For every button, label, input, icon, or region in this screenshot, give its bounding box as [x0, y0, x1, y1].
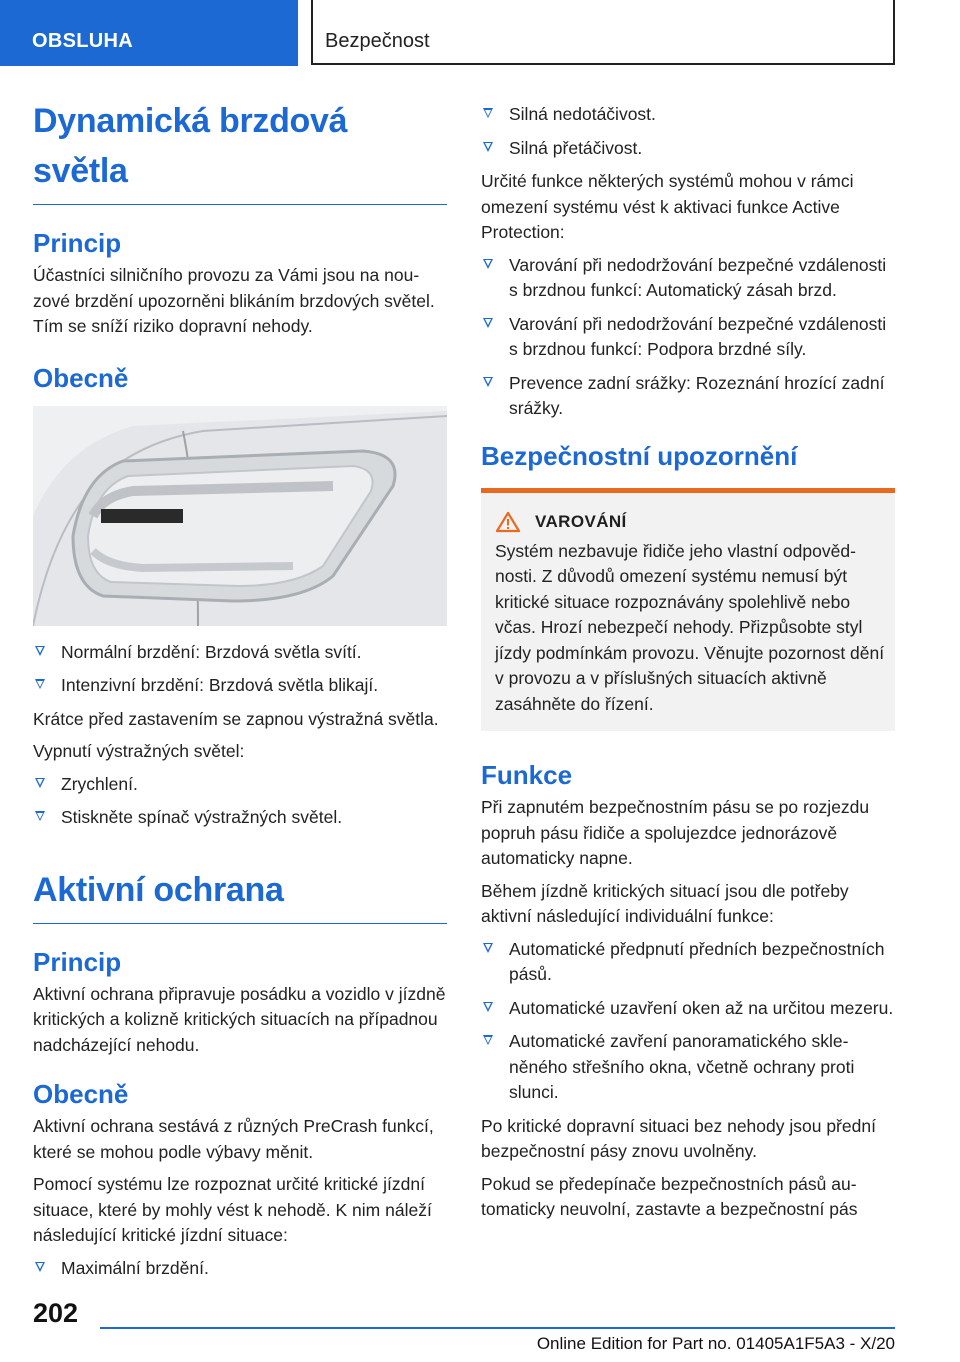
list-item: Silná nedotáčivost. — [481, 102, 895, 128]
paragraph: Při zapnutém bezpečnostním pásu se po rozjezdu popruh pásu řidiče a spolujezdce jednorázově automaticky napne. — [481, 797, 870, 868]
page-header — [0, 0, 960, 66]
header-title: Bezpečnost — [325, 30, 430, 52]
list-item: Varování při nedodržování bezpečné vzdálenosti s brzdnou funkcí: Podpora brzdné síly. — [481, 312, 895, 363]
paragraph: Aktivní ochrana sestává z různých PreCrash funkcí, které se mohou podle výbavy měnit. — [33, 1116, 434, 1162]
paragraph: Určité funkce některých systémů mohou v rámci omezení systému vést k aktivaci funkce Active Protection: — [481, 171, 854, 242]
bullet-list-d — [481, 102, 895, 161]
paragraph: Po kritické dopravní situaci bez nehody jsou přední bezpečnostní pásy znovu uvolněny. — [481, 1115, 876, 1161]
paragraph: Pokud se předepínače bezpečnostních pásů automaticky neuvolní, zastavte a bezpečnostní pás — [481, 1173, 858, 1219]
bullet-list-c — [33, 1256, 447, 1282]
list-item: Maximální brzdění. — [33, 1256, 447, 1282]
warning-label: VAROVÁNÍ — [535, 511, 627, 531]
triangle-bullet-icon — [483, 377, 493, 387]
left-column — [33, 96, 447, 1289]
list-item: Automatické uzavření oken až na určitou mezeru. — [481, 996, 895, 1022]
heading-princip-a: Princip — [33, 228, 122, 258]
page-number: 202 — [33, 1298, 79, 1328]
heading-active-protection: Aktivní ochrana — [33, 865, 447, 924]
list-item: Stiskněte spínač výstražných světel. — [33, 805, 447, 831]
paragraph: Pomocí systému lze rozpoznat určité kritické jízdní situace, které by mohly vést k nehodě. K nim náleží následující kritické jízdní situace: — [33, 1174, 432, 1245]
heading-princip-b: Princip — [33, 946, 122, 977]
bullet-list-f — [481, 937, 895, 1106]
section-tab: OBSLUHA — [0, 0, 298, 66]
heading-dynamic-brake-lights: Dynamická brzdová světla — [33, 96, 447, 205]
header-divider-right — [893, 0, 895, 64]
triangle-bullet-icon — [35, 1262, 45, 1272]
bullet-list-b — [33, 772, 447, 831]
heading-safety-notes: Bezpečnostní upozornění — [481, 440, 798, 471]
footer-line — [100, 1327, 895, 1329]
tail-light-illustration — [33, 406, 447, 626]
princip-b-text: Aktivní ochrana připravuje posádku a vozidlo v jízdně kritických a kolizně kritických situacích na případnou nadcházející nehodu. — [33, 983, 446, 1055]
heading-funkce: Funkce — [481, 760, 573, 790]
triangle-bullet-icon — [483, 108, 493, 118]
footer-edition-text: Online Edition for Part no. 01405A1F5A3 - X/20 — [536, 1334, 895, 1353]
list-item: Intenzivní brzdění: Brzdová světla blikají. — [33, 673, 447, 699]
header-divider-left — [311, 0, 313, 64]
list-item: Zrychlení. — [33, 772, 447, 798]
heading-obecne-a: Obecně — [33, 362, 129, 393]
list-item: Silná přetáčivost. — [481, 136, 895, 162]
list-item: Automatické předpnutí předních bezpečnostních pásů. — [481, 937, 895, 988]
paragraph: Vypnutí výstražných světel: — [33, 741, 245, 761]
warning-box — [481, 488, 895, 732]
warning-triangle-icon — [495, 511, 521, 533]
list-item: Varování při nedodržování bezpečné vzdálenosti s brzdnou funkcí: Automatický zásah brzd. — [481, 253, 895, 304]
triangle-bullet-icon — [35, 778, 45, 788]
princip-a-text: Účastníci silničního provozu za Vámi jsou na nouzové brzdění upozorněni blikáním brzdových světel. Tím se sníží riziko dopravní nehody. — [33, 265, 435, 336]
list-item: Prevence zadní srážky: Rozeznání hrozící zadní srážky. — [481, 371, 895, 422]
triangle-bullet-icon — [35, 679, 45, 689]
triangle-bullet-icon — [35, 811, 45, 821]
triangle-bullet-icon — [483, 1002, 493, 1012]
triangle-bullet-icon — [483, 943, 493, 953]
triangle-bullet-icon — [483, 259, 493, 269]
list-item: Automatické zavření panoramatického skleněného střešního okna, včetně ochrany proti slunci. — [481, 1029, 895, 1106]
warning-text: Systém nezbavuje řidiče jeho vlastní odpovědnosti. Z důvodů omezení systému nemusí být kritické situace rozpoznávány spolehlivě nebo včas. Hrozí nebezpečí nehody. Přizpůsobte styl jízdy podmínkám provozu. Věnujte pozornost dění v provozu a v příslušných situacích aktivně zasáhněte do řízení. — [495, 540, 885, 714]
header-underline — [311, 63, 895, 65]
warning-header — [489, 511, 887, 533]
right-column — [481, 96, 895, 1230]
triangle-bullet-icon — [483, 1035, 493, 1045]
list-item: Normální brzdění: Brzdová světla svítí. — [33, 640, 447, 666]
triangle-bullet-icon — [35, 646, 45, 656]
bullet-list-a — [33, 640, 447, 699]
heading-obecne-b: Obecně — [33, 1079, 129, 1109]
tail-light-image — [33, 406, 447, 626]
bullet-list-e — [481, 253, 895, 422]
paragraph: Během jízdně kritických situací jsou dle potřeby aktivní následující individuální funkce: — [481, 880, 849, 926]
triangle-bullet-icon — [483, 142, 493, 152]
triangle-bullet-icon — [483, 318, 493, 328]
paragraph: Krátce před zastavením se zapnou výstražná světla. — [33, 708, 439, 729]
